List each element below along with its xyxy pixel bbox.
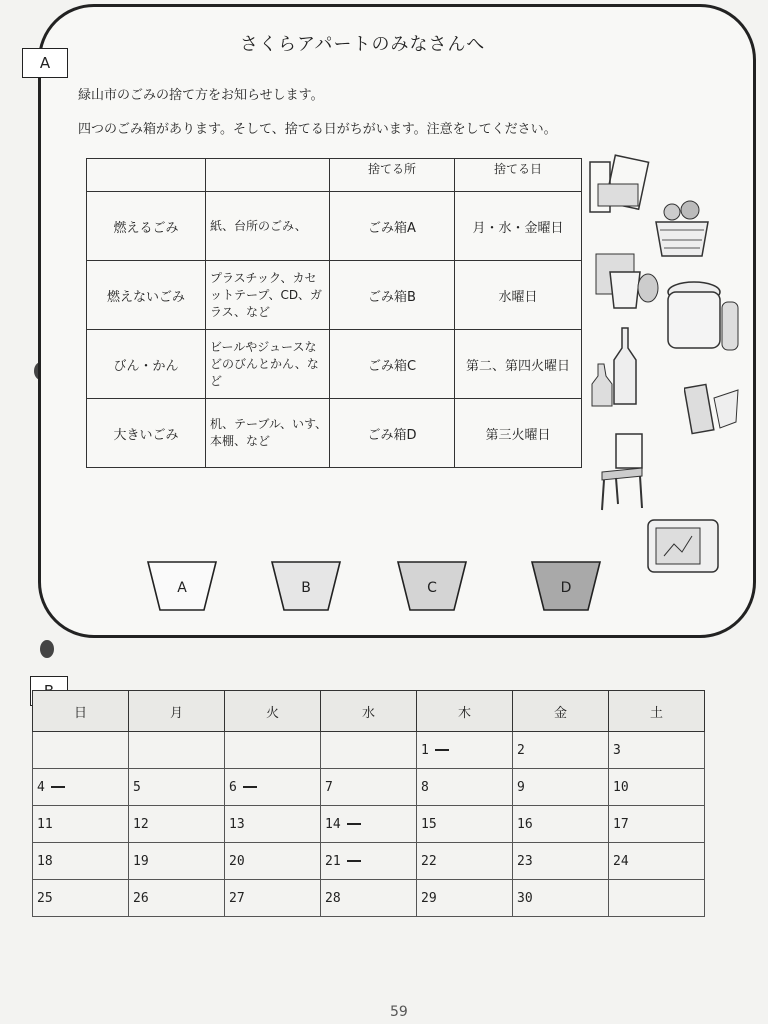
garbage-items: ビールやジュースなどのびんとかん、など — [206, 330, 330, 399]
garbage-place: ごみ箱C — [330, 330, 455, 399]
can-illustration — [684, 372, 748, 438]
header-cell: 捨てる所 — [330, 159, 455, 192]
plastic-cup-illustration — [592, 250, 664, 314]
calendar-date: 26 — [129, 880, 225, 917]
garbage-day: 水曜日 — [455, 261, 582, 330]
bin-label: A — [177, 580, 187, 596]
bin-label: D — [560, 580, 572, 596]
day-header: 水 — [321, 691, 417, 732]
garbage-type: びん・かん — [87, 330, 206, 399]
pen-mark — [51, 786, 65, 788]
date-number: 1 — [421, 742, 429, 758]
calendar-date: 19 — [129, 843, 225, 880]
garbage-rules-table — [86, 158, 582, 468]
header-cell: 捨てる日 — [455, 159, 582, 192]
garbage-type: 燃えないごみ — [87, 261, 206, 330]
calendar-date: 10 — [609, 769, 705, 806]
day-header: 木 — [417, 691, 513, 732]
garbage-items: 紙、台所のごみ、 — [206, 192, 330, 261]
day-header: 日 — [33, 691, 129, 732]
calendar-date — [609, 880, 705, 917]
garbage-items: プラスチック、カセットテープ、CD、ガラス、など — [206, 261, 330, 330]
calendar-date — [225, 732, 321, 769]
garbage-place: ごみ箱B — [330, 261, 455, 330]
calendar-week — [33, 769, 705, 806]
calendar-date: 23 — [513, 843, 609, 880]
calendar-date: 22 — [417, 843, 513, 880]
calendar-date: 17 — [609, 806, 705, 843]
notice-line-2: 四つのごみ箱があります。そして、捨てる日がちがいます。注意をしてください。 — [78, 122, 557, 137]
microwave-illustration — [644, 514, 722, 578]
table-row — [87, 192, 582, 261]
calendar-date: 11 — [33, 806, 129, 843]
bin-c — [396, 560, 468, 612]
calendar-date — [417, 732, 513, 769]
pen-mark — [243, 786, 257, 788]
section-a-label: A — [22, 48, 68, 78]
binder-hole — [40, 640, 54, 658]
calendar-date — [129, 732, 225, 769]
chair-illustration — [596, 428, 652, 514]
rice-cooker-illustration — [664, 272, 744, 356]
calendar-date: 24 — [609, 843, 705, 880]
page-number: 59 — [390, 1004, 408, 1020]
notice-title: さくらアパートのみなさんへ — [240, 34, 486, 55]
calendar-date: 9 — [513, 769, 609, 806]
calendar-week — [33, 732, 705, 769]
pen-mark — [435, 749, 449, 751]
table-row — [87, 330, 582, 399]
calendar-date: 7 — [321, 769, 417, 806]
calendar-date: 25 — [33, 880, 129, 917]
calendar-date: 20 — [225, 843, 321, 880]
day-header: 火 — [225, 691, 321, 732]
calendar-date: 18 — [33, 843, 129, 880]
calendar-date: 2 — [513, 732, 609, 769]
calendar-week — [33, 880, 705, 917]
header-cell — [206, 159, 330, 192]
table-header-row — [87, 159, 582, 192]
calendar-date — [321, 732, 417, 769]
pen-mark — [347, 860, 361, 862]
date-number: 6 — [229, 779, 237, 795]
pen-mark — [347, 823, 361, 825]
calendar-date: 27 — [225, 880, 321, 917]
calendar-header-row — [33, 691, 705, 732]
table-row — [87, 399, 582, 468]
bin-label: B — [301, 580, 311, 596]
table-row — [87, 261, 582, 330]
bin-label: C — [427, 580, 437, 596]
calendar-date — [225, 769, 321, 806]
header-cell — [87, 159, 206, 192]
calendar-date: 13 — [225, 806, 321, 843]
bin-b — [270, 560, 342, 612]
bin-a — [146, 560, 218, 612]
day-header: 土 — [609, 691, 705, 732]
calendar-date: 29 — [417, 880, 513, 917]
bin-d — [530, 560, 602, 612]
calendar-week — [33, 806, 705, 843]
garbage-place: ごみ箱D — [330, 399, 455, 468]
calendar-date: 15 — [417, 806, 513, 843]
notice-line-1: 緑山市のごみの捨て方をお知らせします。 — [78, 88, 324, 103]
garbage-day: 第三火曜日 — [455, 399, 582, 468]
garbage-bins — [140, 560, 620, 620]
bottle-illustration — [588, 324, 648, 408]
calendar-date: 16 — [513, 806, 609, 843]
date-number: 14 — [325, 816, 341, 832]
garbage-day: 月・水・金曜日 — [455, 192, 582, 261]
garbage-type: 大きいごみ — [87, 399, 206, 468]
calendar-date: 5 — [129, 769, 225, 806]
calendar-date — [33, 732, 129, 769]
garbage-day: 第二、第四火曜日 — [455, 330, 582, 399]
calendar-date — [33, 769, 129, 806]
calendar-date: 30 — [513, 880, 609, 917]
garbage-items: 机、テーブル、いす、本棚、など — [206, 399, 330, 468]
calendar-date — [321, 843, 417, 880]
calendar-date: 8 — [417, 769, 513, 806]
day-header: 月 — [129, 691, 225, 732]
calendar-date: 28 — [321, 880, 417, 917]
day-header: 金 — [513, 691, 609, 732]
calendar-week — [33, 843, 705, 880]
calendar — [32, 690, 705, 917]
calendar-date — [321, 806, 417, 843]
garbage-type: 燃えるごみ — [87, 192, 206, 261]
calendar-date: 12 — [129, 806, 225, 843]
date-number: 4 — [37, 779, 45, 795]
calendar-date: 3 — [609, 732, 705, 769]
date-number: 21 — [325, 853, 341, 869]
garbage-place: ごみ箱A — [330, 192, 455, 261]
